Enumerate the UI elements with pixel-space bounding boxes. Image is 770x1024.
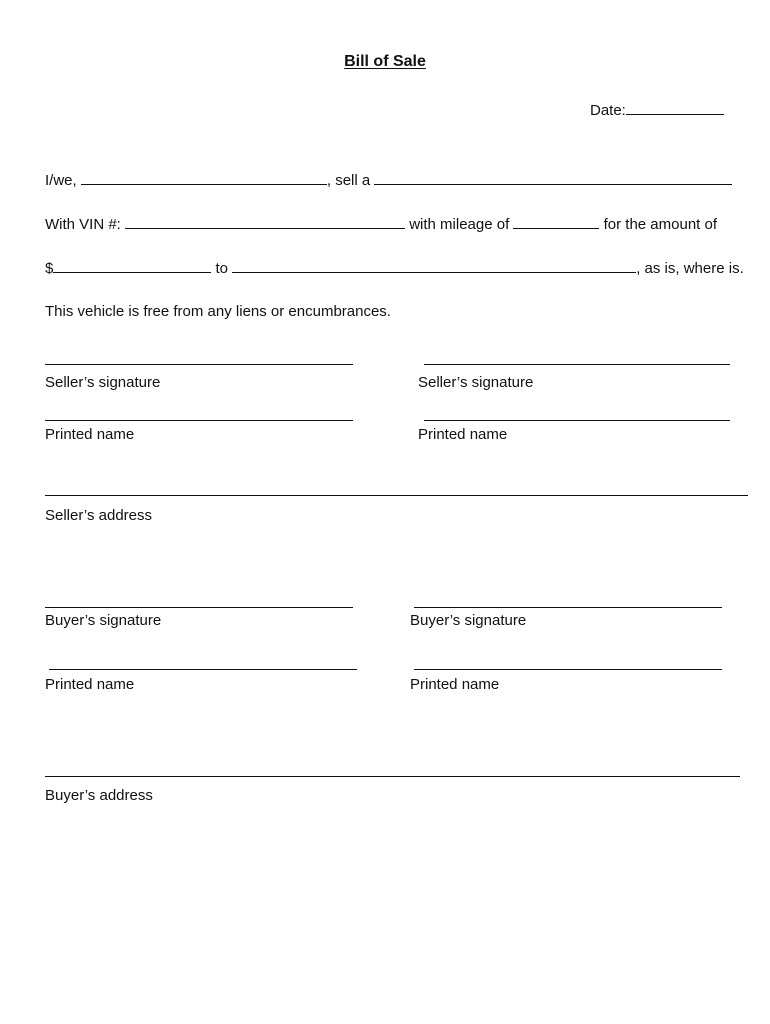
vin-blank[interactable] <box>125 215 405 229</box>
buyer-name-blank[interactable] <box>232 259 636 273</box>
seller-signature-label-left: Seller’s signature <box>45 374 161 391</box>
document-title: Bill of Sale <box>344 53 426 70</box>
seller-printed-name-line-left[interactable] <box>45 420 353 421</box>
buyer-signature-line-left[interactable] <box>45 607 353 608</box>
buyer-printed-name-label-right: Printed name <box>410 676 500 693</box>
buyer-signature-label-left: Buyer’s signature <box>45 612 162 629</box>
buyer-printed-name-line-left[interactable] <box>49 669 357 670</box>
price-buyer-line <box>45 259 744 278</box>
date-blank[interactable] <box>626 101 724 115</box>
seller-signature-label-right: Seller’s signature <box>418 374 534 391</box>
seller-address-label: Seller’s address <box>45 507 152 524</box>
iwe-label: I/we, <box>45 172 77 189</box>
buyer-signature-label-right: Buyer’s signature <box>410 612 527 629</box>
liens-statement: This vehicle is free from any liens or encumbrances. <box>45 303 391 320</box>
date-field <box>590 101 724 120</box>
buyer-printed-name-label-left: Printed name <box>45 676 135 693</box>
mileage-label: with mileage of <box>409 216 510 233</box>
seller-printed-name-label-right: Printed name <box>418 426 508 443</box>
buyer-address-line[interactable] <box>45 776 740 777</box>
mileage-blank[interactable] <box>513 215 599 229</box>
seller-name-blank[interactable] <box>81 171 327 185</box>
seller-signature-line-left[interactable] <box>45 364 353 365</box>
sell-a-label: , sell a <box>326 172 371 189</box>
amount-label: for the amount of <box>603 216 718 233</box>
seller-printed-name-label-left: Printed name <box>45 426 135 443</box>
as-is-label: , as is, where is. <box>636 260 744 277</box>
vehicle-description-blank[interactable] <box>374 171 732 185</box>
seller-address-line[interactable] <box>45 495 748 496</box>
seller-vehicle-line <box>45 171 732 190</box>
vin-mileage-line <box>45 215 717 234</box>
seller-printed-name-line-right[interactable] <box>424 420 730 421</box>
date-label: Date: <box>590 102 626 119</box>
dollar-sign: $ <box>45 260 54 277</box>
buyer-printed-name-line-right[interactable] <box>414 669 722 670</box>
buyer-address-label: Buyer’s address <box>45 787 153 804</box>
buyer-signature-line-right[interactable] <box>414 607 722 608</box>
to-label: to <box>215 260 229 277</box>
seller-signature-line-right[interactable] <box>424 364 730 365</box>
price-blank[interactable] <box>53 259 211 273</box>
vin-label: With VIN #: <box>45 216 121 233</box>
